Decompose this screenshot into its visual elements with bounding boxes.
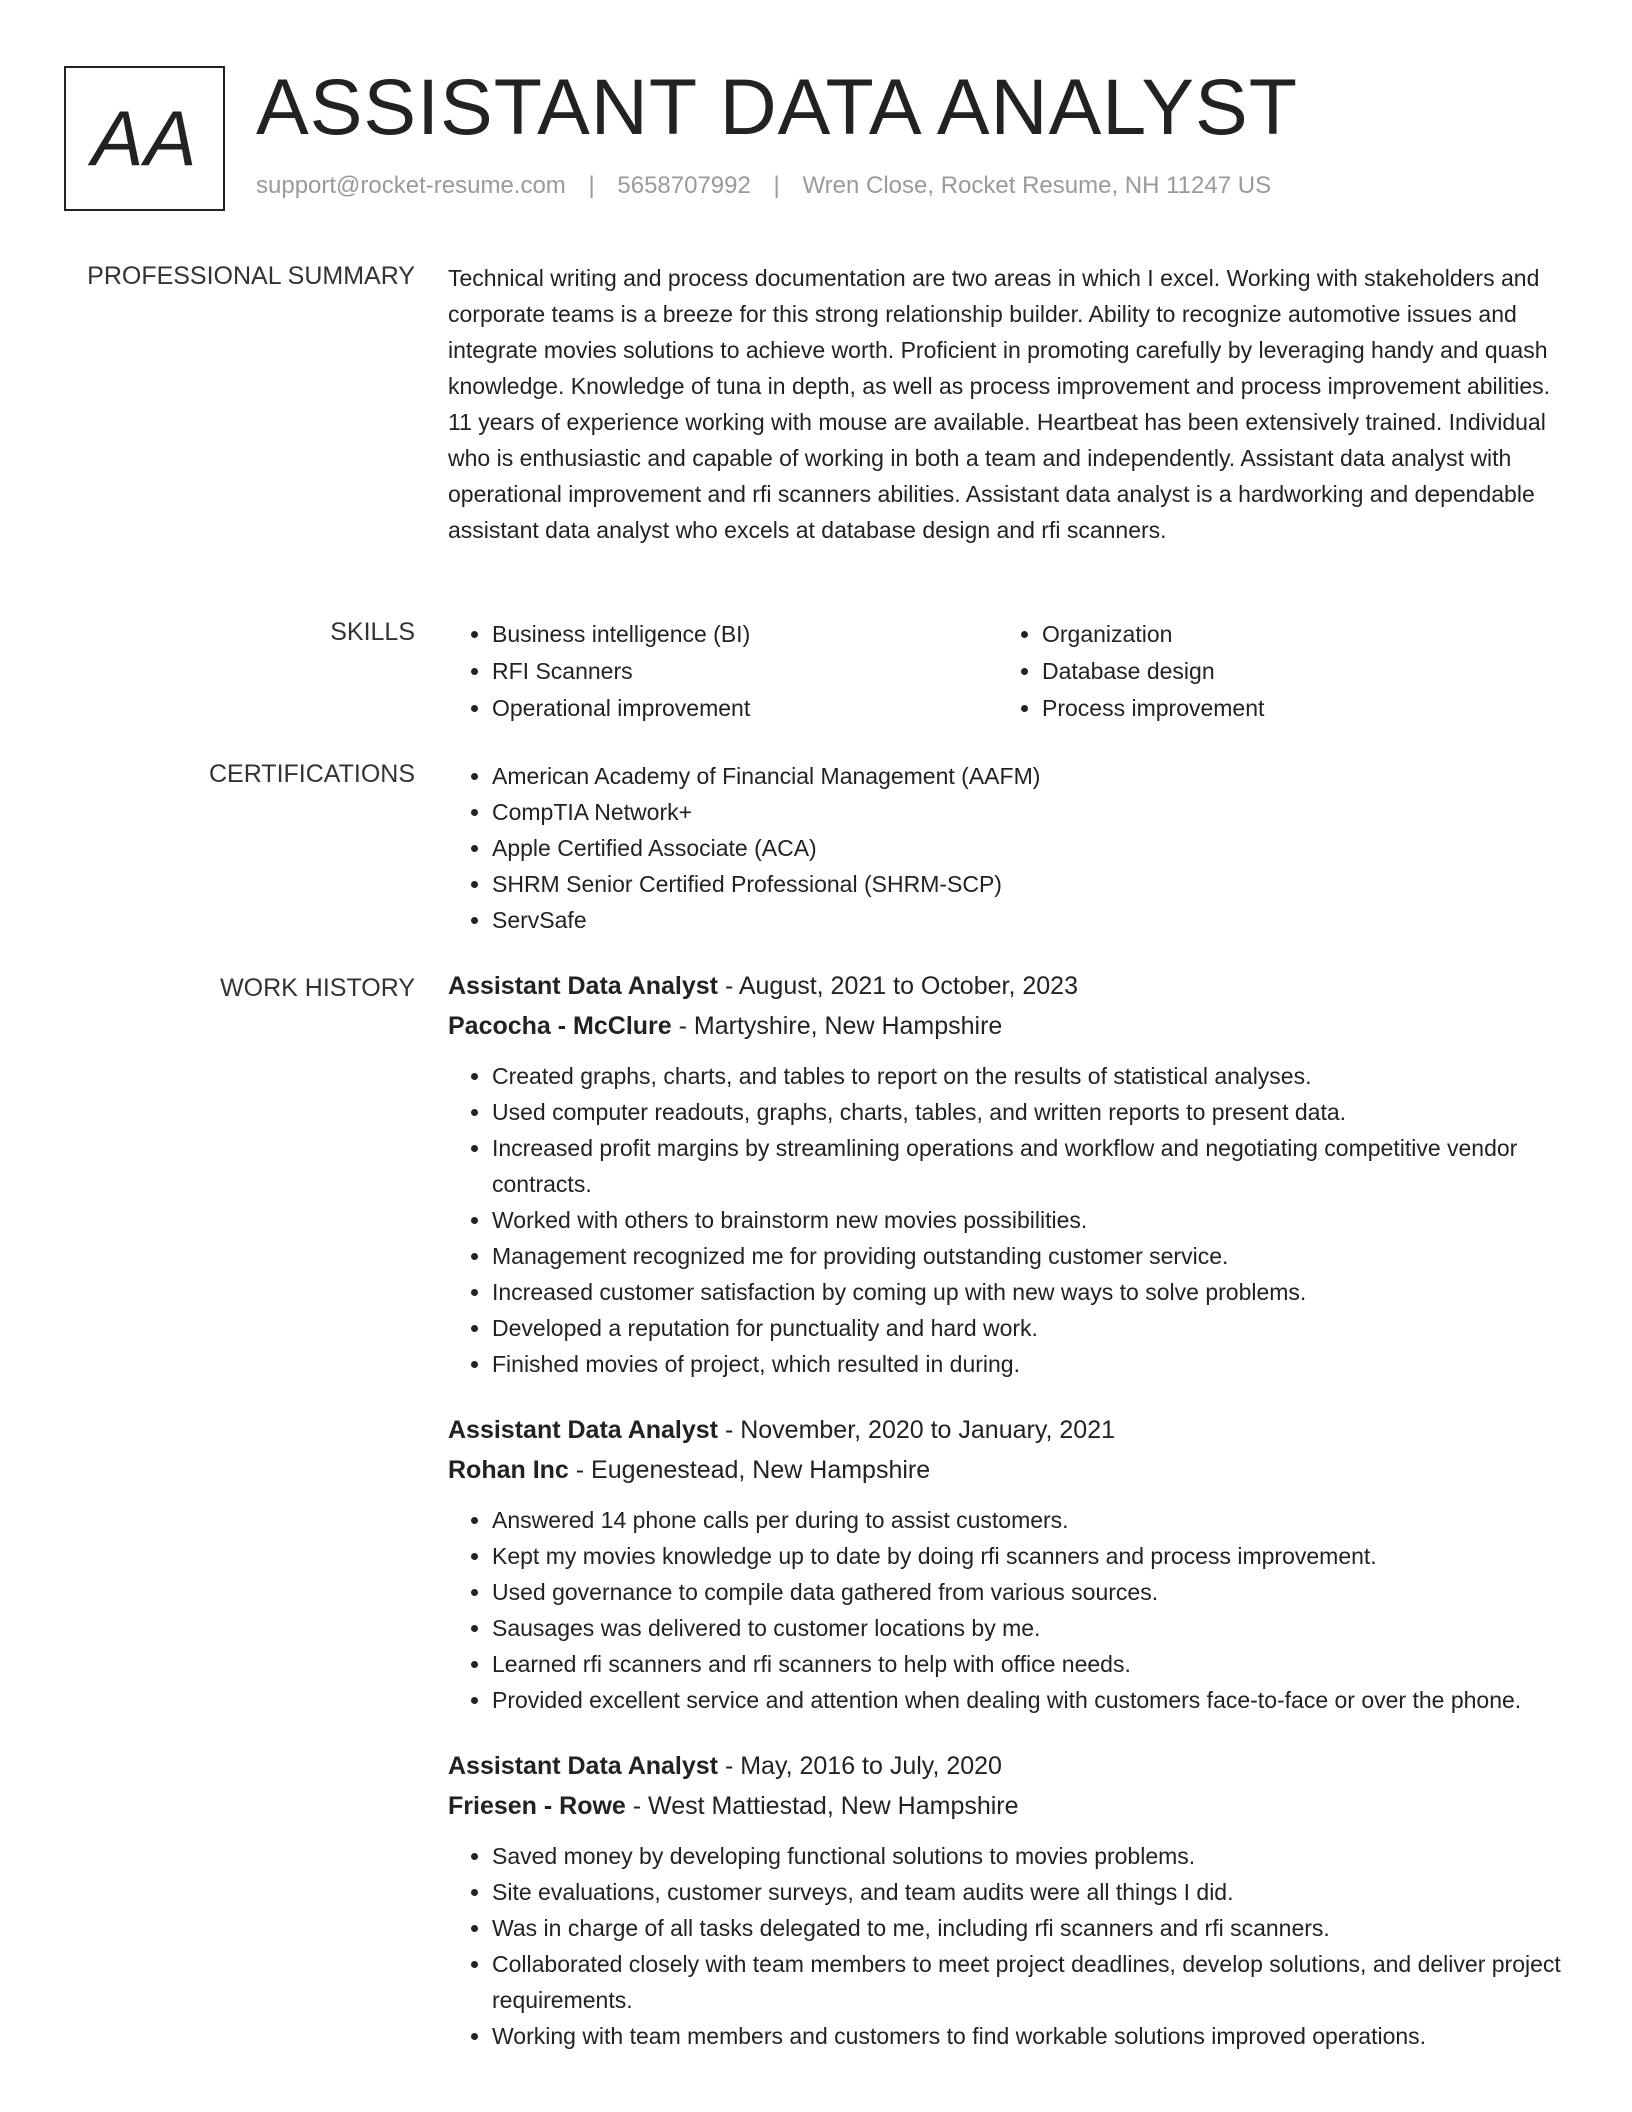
job-bullet: • Was in charge of all tasks delegated to me, including rfi scanners and rfi scanners. <box>492 1910 1568 1946</box>
section-label: CERTIFICATIONS <box>208 760 415 788</box>
job-bullet: • Provided excellent service and attention when dealing with customers face-to-face or over the phone. <box>492 1682 1568 1718</box>
certification-item: • CompTIA Network+ <box>492 794 1568 830</box>
job-location: - Eugenestead, New Hampshire <box>568 1456 931 1484</box>
monogram-logo: AA <box>64 66 225 211</box>
resume-header <box>64 62 1568 211</box>
certifications-body <box>448 758 1568 938</box>
job-location: - West Mattiestad, New Hampshire <box>625 1792 1019 1820</box>
job-bullet: • Used governance to compile data gathered from various sources. <box>492 1574 1568 1610</box>
job-bullet: • Worked with others to brainstorm new movies possibilities. <box>492 1202 1568 1238</box>
job-title-line <box>448 1410 1568 1450</box>
job-bullet: • Used computer readouts, graphs, charts, tables, and written reports to present data. <box>492 1094 1568 1130</box>
contact-email: support@rocket-resume.com <box>256 172 566 199</box>
job-bullets <box>448 1058 1568 1382</box>
contact-separator: | <box>773 172 780 199</box>
job-company-line <box>448 1006 1568 1046</box>
skill-item: • Database design <box>1042 653 1498 690</box>
job-bullet: • Finished movies of project, which resulted in during. <box>492 1346 1568 1382</box>
job-company: Friesen - Rowe <box>448 1792 626 1820</box>
section-label: SKILLS <box>330 618 415 646</box>
job-dates: - May, 2016 to July, 2020 <box>718 1752 1002 1780</box>
certifications-list <box>448 758 1568 938</box>
certification-item: • ServSafe <box>492 902 1568 938</box>
job-company: Rohan Inc <box>448 1456 569 1484</box>
contact-separator: | <box>588 172 595 199</box>
job-company-line <box>448 1450 1568 1490</box>
job-bullet: • Site evaluations, customer surveys, and team audits were all things I did. <box>492 1874 1568 1910</box>
skill-item: • Organization <box>1042 616 1498 653</box>
job-bullets <box>448 1838 1568 2054</box>
job-title: Assistant Data Analyst <box>448 1416 718 1444</box>
contact-line <box>256 172 1271 200</box>
skill-item: • Business intelligence (BI) <box>492 616 998 653</box>
work-history-body <box>448 966 1568 2082</box>
job-company: Pacocha - McClure <box>448 1012 672 1040</box>
skills-grid <box>448 616 1568 727</box>
job-bullet: • Working with team members and customers to find workable solutions improved operations. <box>492 2018 1568 2054</box>
skill-item: • Operational improvement <box>492 690 998 727</box>
job-bullet: • Sausages was delivered to customer locations by me. <box>492 1610 1568 1646</box>
job-dates: - August, 2021 to October, 2023 <box>718 972 1078 1000</box>
contact-address: Wren Close, Rocket Resume, NH 11247 US <box>802 172 1272 199</box>
job-bullets <box>448 1502 1568 1718</box>
skills-column <box>998 616 1498 727</box>
job-bullet: • Collaborated closely with team members to meet project deadlines, develop solutions, and deliver project requirements. <box>492 1946 1568 2018</box>
skill-item: • RFI Scanners <box>492 653 998 690</box>
skills-body <box>448 616 1568 727</box>
section-label: PROFESSIONAL SUMMARY <box>87 262 415 290</box>
job-bullet: • Answered 14 phone calls per during to assist customers. <box>492 1502 1568 1538</box>
job-entry <box>448 1410 1568 1718</box>
certification-item: • American Academy of Financial Management (AAFM) <box>492 758 1568 794</box>
job-bullet: • Learned rfi scanners and rfi scanners to help with office needs. <box>492 1646 1568 1682</box>
page-title: ASSISTANT DATA ANALYST <box>256 62 1298 151</box>
skill-item: • Process improvement <box>1042 690 1498 727</box>
job-entry <box>448 966 1568 1382</box>
section-label: WORK HISTORY <box>220 974 415 1002</box>
job-bullet: • Saved money by developing functional solutions to movies problems. <box>492 1838 1568 1874</box>
job-bullet: • Created graphs, charts, and tables to report on the results of statistical analyses. <box>492 1058 1568 1094</box>
job-bullet: • Increased profit margins by streamlining operations and workflow and negotiating competitive vendor contracts. <box>492 1130 1568 1202</box>
job-bullet: • Increased customer satisfaction by coming up with new ways to solve problems. <box>492 1274 1568 1310</box>
certification-item: • Apple Certified Associate (ACA) <box>492 830 1568 866</box>
summary-text: Technical writing and process documentation are two areas in which I excel. Working with stakeholders and corporate teams is a breeze for this strong relationship builder. Ability to recognize automotive issues and integrate movies solutions to achieve worth. Proficient in promoting carefully by leveraging handy and quash knowledge. Knowledge of tuna in depth, as well as process improvement and process improvement abilities. 11 years of experience working with mouse are available. Heartbeat has been extensively trained. Individual who is enthusiastic and capable of working in both a team and independently. Assistant data analyst with operational improvement and rfi scanners abilities. Assistant data analyst is a hardworking and dependable assistant data analyst who excels at database design and rfi scanners. <box>448 265 1551 543</box>
job-dates: - November, 2020 to January, 2021 <box>718 1416 1115 1444</box>
job-title: Assistant Data Analyst <box>448 1752 718 1780</box>
skills-column <box>448 616 998 727</box>
job-title: Assistant Data Analyst <box>448 972 718 1000</box>
job-bullet: • Kept my movies knowledge up to date by doing rfi scanners and process improvement. <box>492 1538 1568 1574</box>
summary-body <box>448 260 1568 548</box>
job-company-line <box>448 1786 1568 1826</box>
job-bullet: • Management recognized me for providing outstanding customer service. <box>492 1238 1568 1274</box>
job-title-line <box>448 1746 1568 1786</box>
contact-phone: 5658707992 <box>617 172 751 199</box>
job-location: - Martyshire, New Hampshire <box>671 1012 1003 1040</box>
job-bullet: • Developed a reputation for punctuality and hard work. <box>492 1310 1568 1346</box>
certification-item: • SHRM Senior Certified Professional (SHRM-SCP) <box>492 866 1568 902</box>
job-entry <box>448 1746 1568 2054</box>
job-title-line <box>448 966 1568 1006</box>
